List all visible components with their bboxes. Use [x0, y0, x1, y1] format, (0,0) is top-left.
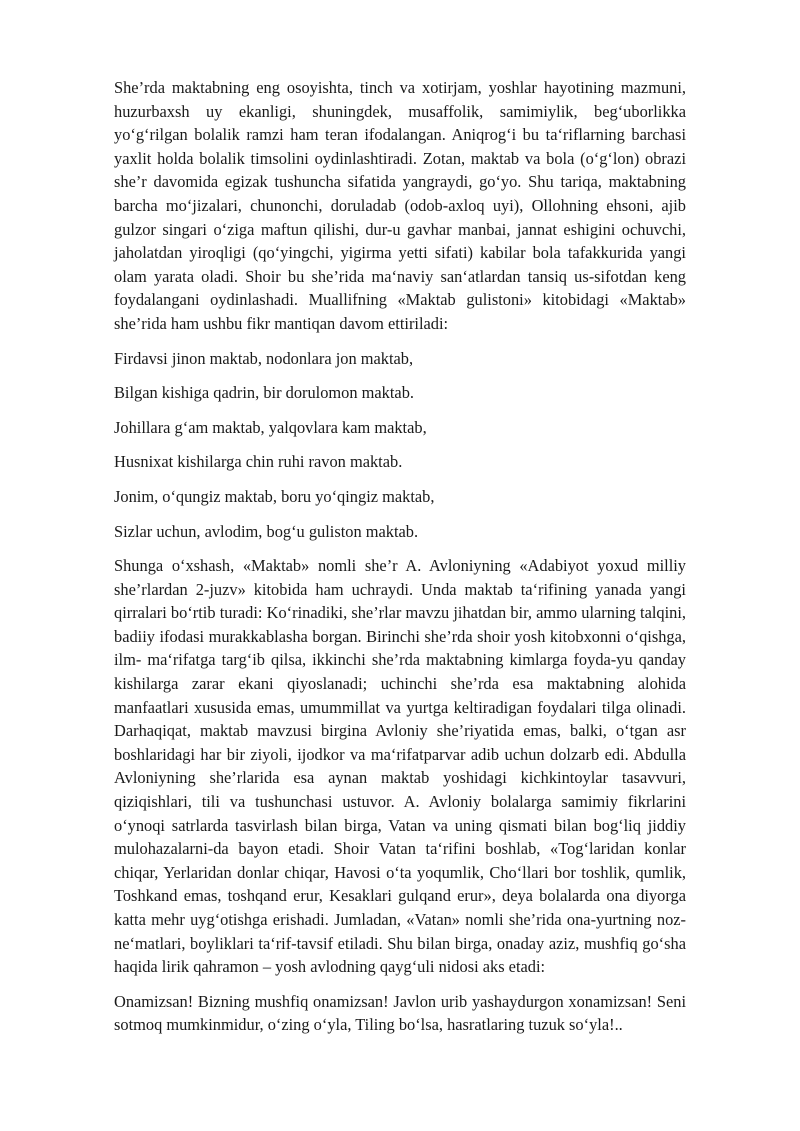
paragraph: Shunga o‘xshash, «Maktab» nomli she’r A. Avloniyning «Adabiyot yoxud milliy she’rlardan 2-juzv» kitobida ham uchraydi. Unda maktab ta‘rifining yanada yangi qirralari bo‘rtib turadi: Ko‘rinadiki, she’rlar mavzu jihatdan bir, ammo ularning talqini, badiiy ifodasi murakkablasha borgan. Birinchi she’rda shoir yosh kitobxonni o‘qishga, ilm- ma‘rifatga targ‘ib qilsa, ikkinchi she’rda maktabning kimlarga foyda-yu qanday kishilarga zarar ekani qiyoslanadi; uchinchi she’rda esa maktabning alohida manfaatlari xususida emas, umummillat va yurtga keltiradigan foydalari tilga olinadi. Darhaqiqat, maktab mavzusi birgina Avloniy she’riyatida emas, balki, o‘tgan asr boshlaridagi har bir ziyoli, ijodkor va ma‘rifatparvar adib uchun dolzarb edi. Abdulla Avloniyning she’rlarida esa aynan maktab yoshidagi kichkintoylar tasavvuri, qiziqishlari, tili va tushunchasi ustuvor. A. Avloniy bolalarga samimiy fikrlarini o‘ynoqi satrlarda tasvirlash bilan birga, Vatan va uning qismati bilan bog‘liq jiddiy mulohazalarni-da bayon etadi. Shoir Vatan ta‘rifini boshlab, «Tog‘laridan konlar chiqar, Yerlaridan donlar chiqar, Havosi o‘ta yoqumlik, Cho‘llari bor toshlik, qumlik, Toshkand emas, toshqand erur, Kesaklari gulqand erur», deya bolalarda ona diyorga katta mehr uyg‘otishga erishadi. Jumladan, «Vatan» nomli she’rida ona-yurtning noz-ne‘matlari, boyliklari ta‘rif-tavsif etiladi. Shu bilan birga, onaday aziz, mushfiq go‘sha haqida lirik qahramon – yosh avlodning qayg‘uli nidosi aks etadi: [114, 556, 686, 977]
verse-line: Johillara g‘am maktab, yalqovlara kam maktab, [114, 417, 427, 437]
verse-line: Firdavsi jinon maktab, nodonlara jon maktab, [114, 348, 414, 368]
verse-line: Bilgan kishiga qadrin, bir dorulomon maktab. [114, 383, 414, 403]
verse-line: Husnixat kishilarga chin ruhi ravon maktab. [114, 452, 403, 472]
paragraph: She’rda maktabning eng osoyishta, tinch va xotirjam, yoshlar hayotining mazmuni, huzurbaxsh uy ekanligi, shuningdek, musaffolik, samimiylik, beg‘uborlikka yo‘g‘rilgan bolalik ramzi ham teran ifodalangan. Aniqrog‘i bu ta‘riflarning barchasi yaxlit holda bolalik timsolini oydinlashtiradi. Zotan, maktab va bola (o‘g‘lon) obrazi she’r davomida egizak tushuncha sifatida yangraydi, go‘yo. Shu tariqa, maktabning barcha mo‘jizalari, chunonchi, doruladab (odob-axloq uyi), Ollohning ehsoni, ajib gulzor singari o‘ziga maftun qilishi, dur-u gavhar manbai, jannat eshigini ochuvchi, jaholatdan yiroqligi (qo‘yingchi, yigirma yetti sifati) kabilar bola tafakkurida yangi olam yarata oladi. Shoir bu she’rida ma‘naviy san‘atlardan tansiq us-sifotdan keng foydalangani oydinlashadi. Muallifning «Maktab gulistoni» kitobidagi «Maktab» she’rida ham ushbu fikr mantiqan davom ettiriladi: [114, 78, 686, 333]
paragraph: Onamizsan! Bizning mushfiq onamizsan! Javlon urib yashaydurgon xonamizsan! Seni sotmoq mumkinmidur, o‘zing o‘yla, Tiling bo‘lsa, hasratlaring tuzuk so‘yla!.. [114, 991, 686, 1035]
document-page [114, 76, 686, 1048]
verse-line: Jonim, o‘qungiz maktab, boru yo‘qingiz maktab, [114, 486, 435, 506]
verse-line: Sizlar uchun, avlodim, bog‘u guliston maktab. [114, 521, 419, 541]
